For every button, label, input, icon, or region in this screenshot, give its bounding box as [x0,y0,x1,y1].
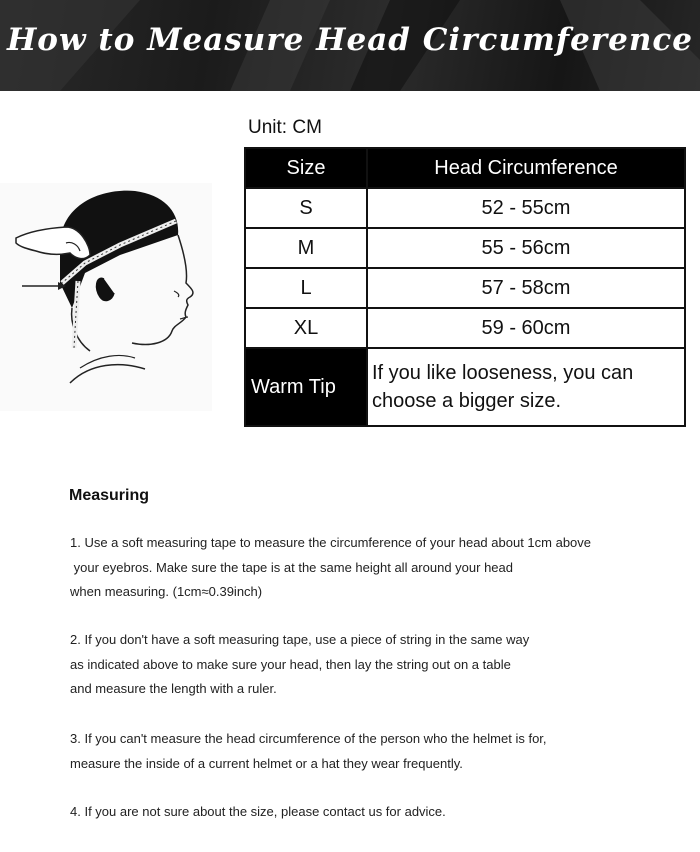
range-cell: 55 - 56cm [367,228,685,268]
warm-tip-text [367,348,685,426]
range-cell: 59 - 60cm [367,308,685,348]
table-row [245,228,685,268]
size-cell: XL [245,308,367,348]
column-header-size: Size [245,148,367,188]
table-row [245,308,685,348]
measuring-step-4 [70,800,446,825]
step-line: and measure the length with a ruler. [70,681,277,696]
measuring-heading: Measuring [69,487,150,504]
step-line: measure the inside of a current helmet or a hat they wear frequently. [70,755,463,771]
range-cell: 57 - 58cm [367,268,685,308]
size-cell: L [245,268,367,308]
table-row [245,188,685,228]
size-cell: S [245,188,367,228]
step-line: 3. If you can't measure the head circumference of the person who the helmet is for, [70,731,547,746]
step-line: as indicated above to make sure your head, then lay the string out on a table [70,656,511,672]
size-chart-table [244,147,686,427]
unit-label: Unit: CM [248,117,322,138]
measuring-step-1 [70,531,591,605]
range-cell: 52 - 55cm [367,188,685,228]
warm-tip-row [245,348,685,426]
warm-tip-label: Warm Tip [245,348,367,426]
column-header-head-circumference: Head Circumference [367,148,685,188]
step-line: your eyebros. Make sure the tape is at the same height all around your head [70,559,513,575]
warm-tip-line: If you like looseness, you can [372,362,634,384]
step-line: 2. If you don't have a soft measuring tape, use a piece of string in the same way [70,632,530,647]
step-line: 1. Use a soft measuring tape to measure the circumference of your head about 1cm above [70,535,592,550]
size-cell: M [245,228,367,268]
page-title: How to Measure Head Circumference [6,22,693,58]
head-measurement-illustration-icon [0,183,212,411]
measuring-step-2 [70,628,529,702]
measuring-step-3 [70,727,547,776]
step-line: when measuring. (1cm≈0.39inch) [70,584,263,599]
table-row [245,268,685,308]
step-line: 4. If you are not sure about the size, please contact us for advice. [70,804,446,819]
table-header-row [245,148,685,188]
title-banner [0,0,700,91]
warm-tip-line: choose a bigger size. [372,390,562,412]
